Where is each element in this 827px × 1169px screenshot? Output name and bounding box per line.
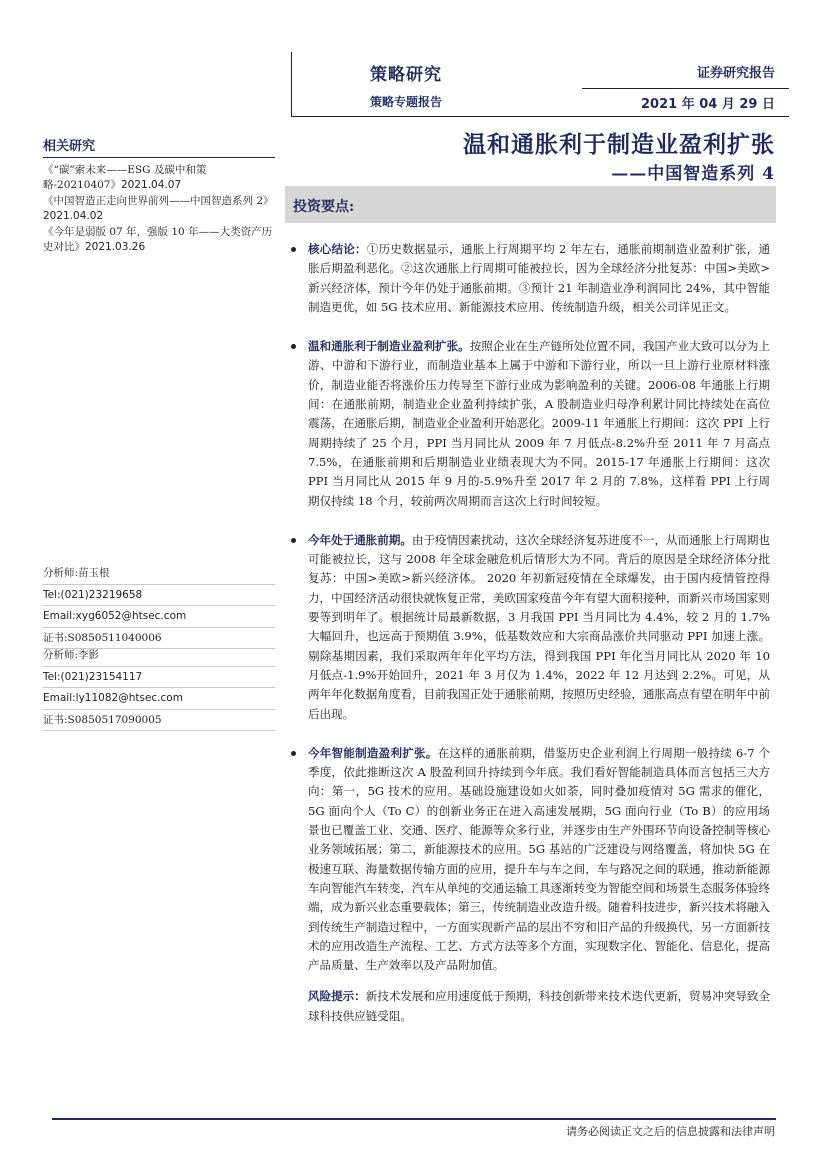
analyst-block xyxy=(43,645,275,731)
analyst-name: 分析师:李影 xyxy=(43,645,275,667)
report-subcategory: 策略专题报告 xyxy=(370,95,443,109)
sidebar-related-research xyxy=(43,135,275,256)
report-date: 2021 年 04 月 29 日 xyxy=(641,97,775,112)
page-title: 温和通胀利于制造业盈利扩张 xyxy=(463,131,775,158)
bullet-paragraph xyxy=(291,744,770,976)
report-category: 策略研究 xyxy=(370,65,442,85)
related-item-title: 《“碳”索未来——ESG 及碳中和策略-20210407》 xyxy=(43,164,207,191)
risk-keyword: 风险提示： xyxy=(308,989,366,1004)
related-item[interactable] xyxy=(43,163,275,193)
analyst-cert: 证书:S0850517090005 xyxy=(43,710,275,732)
related-research-heading: 相关研究 xyxy=(43,135,275,158)
related-item-title: 《今年是弱版 07 年，强版 10 年——大类资产历史对比》 xyxy=(43,226,273,253)
analyst-block xyxy=(43,563,275,649)
paragraph-text: 由于疫情因素扰动，这次全球经济复苏进度不一，从而通胀上行周期也可能被拉长，这与 2008 年全球金融危机后情形大为不同。背后的原因是全球经济体分批复苏：中国>美欧>新兴经济体。 2020 年初新冠疫情在全球爆发，由于国内疫情管控得力，中国经济活动很快就恢复正常，美欧国家疫苗今年有望大面积接种，而新兴市场国家则要等到明年了。根据统计局最新数据，3 月我国 PPI 当月同比为 4.4%，较 2 月的 1.7%大幅回升，也远高于预期值 3.9%，低基数效应和大宗商品涨价共同驱动 PPI 加速上涨。剔除基期因素，我们采取两年年化平均方法，得到我国 PPI 年化当月同比从 2020 年 10 月低点-1.9%开始回升，2021 年 3 月仅为 1.4%，2022 年 12 月达到 2.2%。可见，从两年年化数据角度看，目前我国正处于通胀前期，按照历史经验，通胀高点有望在明年中前后出现。 xyxy=(308,532,771,721)
page-subtitle: ——中国智造系列 4 xyxy=(611,164,775,184)
analyst-email[interactable]: Email:xyg6052@htsec.com xyxy=(43,606,275,628)
paragraph-keyword: 温和通胀利于制造业盈利扩张。 xyxy=(308,339,470,354)
invest-highlights-heading: 投资要点: xyxy=(293,199,355,215)
related-item[interactable] xyxy=(43,225,275,255)
bullet-icon xyxy=(291,751,296,756)
related-item-date: 2021.04.07 xyxy=(121,179,182,191)
bullet-paragraph xyxy=(291,531,770,724)
related-item-date: 2021.04.02 xyxy=(43,210,104,222)
analyst-email[interactable]: Email:ly11082@htsec.com xyxy=(43,688,275,710)
main-content xyxy=(291,240,770,1026)
analyst-cert: 证书:S0850511040006 xyxy=(43,628,275,650)
risk-text: 新技术发展和应用速度低于预期，科技创新带来技术迭代更新，贸易冲突导致全球科技供应链受阻。 xyxy=(308,989,771,1023)
bullet-icon xyxy=(291,344,296,349)
header-divider-horizontal xyxy=(291,116,789,117)
risk-paragraph xyxy=(291,987,770,1026)
bullet-paragraph xyxy=(291,240,770,317)
paragraph-text: 在这样的通胀前期，借鉴历史企业利润上行周期一般持续 6-7 个季度，依此推断这次 A 股盈利回升持续到今年底。我们看好智能制造具体而言包括三大方向：第一，5G 技术的应用。基础设施建设如火如荼，同时叠加疫情对 5G 需求的催化，5G 面向个人（To C）的创新业务正在进入高速发展期，5G 面向行业（To B）的应用场景也已覆盖工业、交通、医疗、能源等众多行业，并逐步由生产外围环节向设备控制等核心业务领域拓展；第二，新能源技术的应用。5G 基站的广泛建设与网络覆盖，将加快 5G 在极速互联、海量数据传输方面的应用，提升车与车之间，车与路况之间的联通，推动新能源车向智能汽车转变，汽车从单纯的交通运输工具逐渐转变为智能空间和场景生态服务体验终端，成为新兴业态重要载体；第三，传统制造业改造升级。随着科技进步，新兴技术将融入到传统生产制造过程中，一方面实现新产品的层出不穷和旧产品的升级换代，另一方面新技术的应用改造生产流程、工艺、方式方法等多个方面，实现数字化、智能化、信息化，提高产品质量、生产效率以及产品附加值。 xyxy=(308,745,771,973)
related-item-date: 2021.03.26 xyxy=(85,241,146,253)
paragraph-keyword: 今年智能制造盈利扩张。 xyxy=(308,745,438,760)
analyst-tel: Tel:(021)23219658 xyxy=(43,585,275,607)
analyst-tel: Tel:(021)23154117 xyxy=(43,667,275,689)
report-type: 证券研究报告 xyxy=(696,66,775,81)
analyst-name: 分析师:苗玉根 xyxy=(43,563,275,585)
header-rule-right xyxy=(582,88,789,89)
paragraph-keyword: 今年处于通胀前期。 xyxy=(308,532,412,547)
bullet-paragraph xyxy=(291,337,770,511)
invest-highlights-bar xyxy=(285,186,776,223)
bullet-icon xyxy=(291,247,296,252)
related-item[interactable] xyxy=(43,194,275,224)
bullet-icon xyxy=(291,538,296,543)
paragraph-text: ①历史数据显示，通胀上行周期平均 2 年左右，通胀前期制造业盈利扩张，通胀后期盈利恶化。②这次通胀上行周期可能被拉长，因为全球经济分批复苏：中国>美欧>新兴经济体，预计今年仍处于通胀前期。③预计 21 年制造业净利润同比 24%，其中智能制造更优，如 5G 技术应用、新能源技术应用、传统制造升级，相关公司详见正文。 xyxy=(308,242,770,314)
paragraph-text: 按照企业在生产链所处位置不同，我国产业大致可以分为上游、中游和下游行业，而制造业基本上属于中游和下游行业，所以一旦上游行业原材料涨价，制造业能否将涨价压力传导至下游行业成为影响盈利的关键。2006-08 年通胀上行期间：在通胀前期，制造业企业盈利持续扩张，A 股制造业归母净利累计同比持续处在高位震荡，在通胀后期，制造业企业盈利开始恶化。2009-11 年通胀上行期间：这次 PPI 上行周期持续了 25 个月，PPI 当月同比从 2009 年 7 月低点-8.2%升至 2011 年 7 月高点 7.5%，在通胀前期和后期制造业业绩表现大为不同。2015-17 年通胀上行期间：这次 PPI 当月同比从 2015 年 9 月的-5.9%升至 2017 年 2 月的 7.8%，这样看 PPI 上行周期仅持续 18 个月，较前两次周期而言这次上行时间较短。 xyxy=(308,339,771,508)
paragraph-keyword: 核心结论： xyxy=(308,242,367,256)
header-divider-vertical xyxy=(291,52,292,116)
footer-disclaimer: 请务必阅读正文之后的信息披露和法律声明 xyxy=(566,1125,775,1138)
related-item-title: 《中国智造正走向世界前列——中国智造系列 2》 xyxy=(43,195,274,207)
footer-rule xyxy=(52,1118,776,1120)
